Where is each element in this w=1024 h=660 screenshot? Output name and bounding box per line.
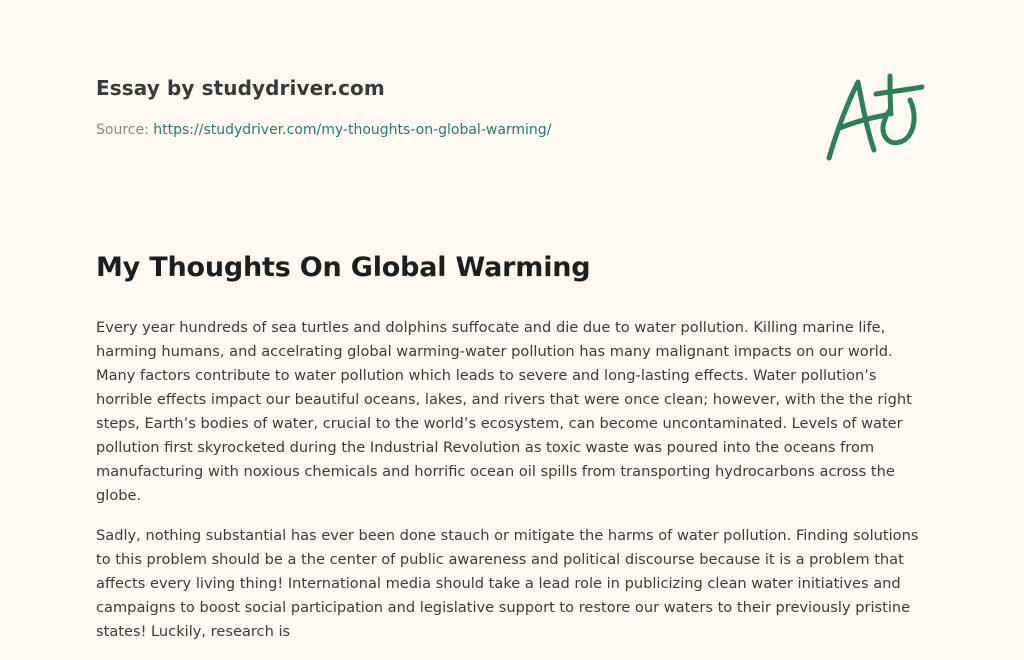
essay-title: My Thoughts On Global Warming	[96, 252, 591, 283]
source-line	[96, 122, 796, 138]
essay-paragraph: Sadly, nothing substantial has ever been done stauch or mitigate the harms of water pollution. Finding solutions to this problem should be a the center of public awareness and political discourse because it is a problem that affects every living thing! International media should take a lead role in publicizing clean water initiatives and campaigns to boost social participation and legislative support to restore our waters to their previously pristine states! Luckily, research is	[96, 527, 919, 640]
source-link[interactable]: https://studydriver.com/my-thoughts-on-global-warming/	[153, 122, 552, 138]
site-title: Essay by studydriver.com	[96, 76, 385, 100]
a-plus-logo-icon	[822, 68, 926, 164]
source-label: Source:	[96, 122, 149, 138]
essay-body	[96, 316, 928, 660]
essay-paragraph: Every year hundreds of sea turtles and dolphins suffocate and die due to water pollution. Killing marine life, harming humans, and accelrating global warming-water pollution has many malignant impacts on our world. Many factors contribute to water pollution which leads to severe and long-lasting effects. Water pollution’s horrible effects impact our beautiful oceans, lakes, and rivers that were once clean; however, with the the right steps, Earth’s bodies of water, crucial to the world’s ecosystem, can become uncontaminated. Levels of water pollution first skyrocketed during the Industrial Revolution as toxic waste was poured into the oceans from manufacturing with noxious chemicals and horrific ocean oil spills from transporting hydrocarbons across the globe.	[96, 319, 912, 504]
essay-header	[96, 76, 796, 138]
